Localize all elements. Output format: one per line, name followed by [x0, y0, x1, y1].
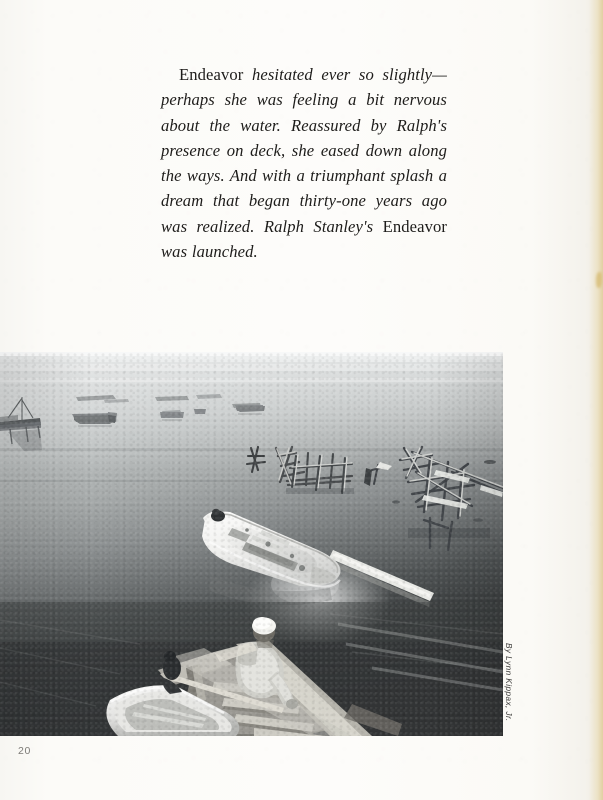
page-number: 20 [18, 745, 31, 757]
ship-name-endeavor-second: Endeavor [382, 216, 447, 236]
ship-name-endeavor-first: Endeavor [179, 65, 244, 84]
body-copy-tail: was launched. [161, 242, 258, 262]
photograph-artwork [0, 352, 503, 736]
body-copy-main: hesitated ever so slightly—perhaps she was feeling a bit nervous about the water. Reassured by Ralph's presence on deck, she eased down along the ways. And with a triumphant splash a dream that began thirty-one years ago was realized. Ralph Stanley's [161, 65, 447, 236]
body-copy [161, 62, 447, 264]
harbor-launch-photograph [0, 352, 503, 736]
photo-credit: By Lynn Kippax, Jr. [504, 643, 513, 722]
